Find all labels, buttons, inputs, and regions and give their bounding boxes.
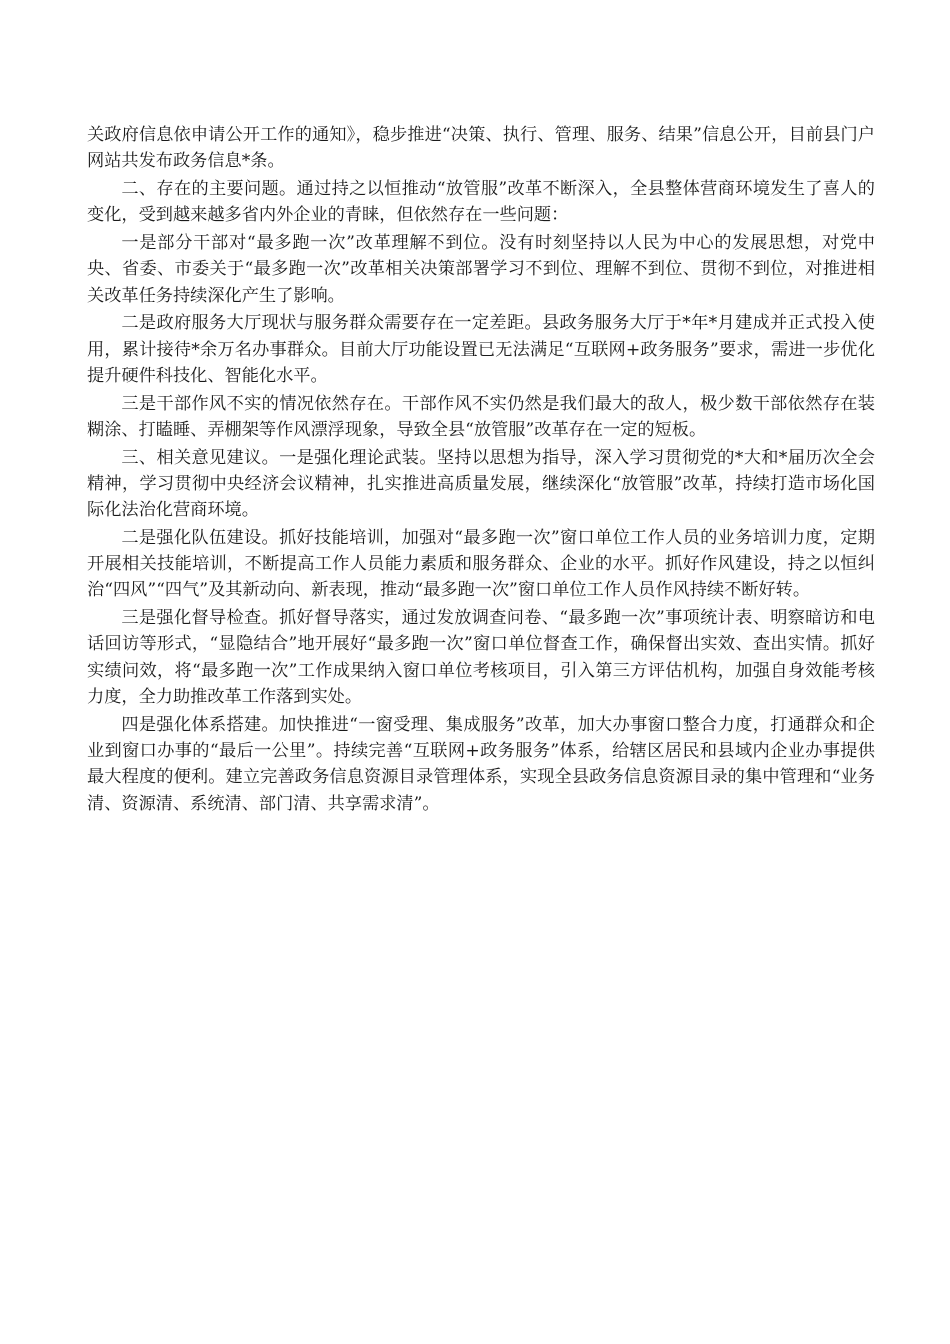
paragraph-section-three-heading: 三、相关意见建议。一是强化理论武装。坚持以思想为指导，深入学习贯彻党的*大和*届历次全会精神，学习贯彻中央经济会议精神，扎实推进高质量发展，继续深化“放管服”改革，持续打造市场化国际化法治化营商环境。 bbox=[87, 447, 875, 521]
paragraph-continuation: 关政府信息依申请公开工作的通知》，稳步推进“决策、执行、管理、服务、结果”信息公开，目前县门户网站共发布政务信息*条。 bbox=[87, 125, 875, 172]
paragraph-problem-one: 一是部分干部对“最多跑一次”改革理解不到位。没有时刻坚持以人民为中心的发展思想，对党中央、省委、市委关于“最多跑一次”改革相关决策部署学习不到位、理解不到位、贯彻不到位，对推进相关改革任务持续深化产生了影响。 bbox=[87, 232, 875, 306]
paragraph-problem-two: 二是政府服务大厅现状与服务群众需要存在一定差距。县政务服务大厅于*年*月建成并正式投入使用，累计接待*余万名办事群众。目前大厅功能设置已无法满足“互联网+政务服务”要求，需进一步优化提升硬件科技化、智能化水平。 bbox=[87, 313, 875, 386]
paragraph-suggestion-four: 四是强化体系搭建。加快推进“一窗受理、集成服务”改革，加大办事窗口整合力度，打通群众和企业到窗口办事的“最后一公里”。持续完善“互联网+政务服务”体系，给辖区居民和县域内企业办事提供最大程度的便利。建立完善政务信息资源目录管理体系，实现全县政务信息资源目录的集中管理和“业务清、资源清、系统清、部门清、共享需求清”。 bbox=[87, 714, 875, 814]
paragraph-problem-three: 三是干部作风不实的情况依然存在。干部作风不实仍然是我们最大的敌人，极少数干部依然存在装糊涂、打瞌睡、弄棚架等作风漂浮现象，导致全县“放管服”改革存在一定的短板。 bbox=[87, 393, 875, 440]
paragraph-suggestion-two: 二是强化队伍建设。抓好技能培训，加强对“最多跑一次”窗口单位工作人员的业务培训力度，定期开展相关技能培训，不断提高工作人员能力素质和服务群众、企业的水平。抓好作风建设，持之以恒纠治“四风”“四气”及其新动向、新表现，推动“最多跑一次”窗口单位工作人员作风持续不断好转。 bbox=[87, 527, 875, 601]
paragraph-suggestion-three: 三是强化督导检查。抓好督导落实，通过发放调查问卷、“最多跑一次”事项统计表、明察暗访和电话回访等形式，“显隐结合”地开展好“最多跑一次”窗口单位督查工作，确保督出实效、查出实情。抓好实绩问效，将“最多跑一次”工作成果纳入窗口单位考核项目，引入第三方评估机构，加强自身效能考核力度，全力助推改革工作落到实处。 bbox=[87, 608, 875, 707]
document-body bbox=[87, 122, 875, 818]
paragraph-section-two-heading: 二、存在的主要问题。通过持之以恒推动“放管服”改革不断深入，全县整体营商环境发生了喜人的变化，受到越来越多省内外企业的青睐，但依然存在一些问题： bbox=[87, 178, 875, 226]
